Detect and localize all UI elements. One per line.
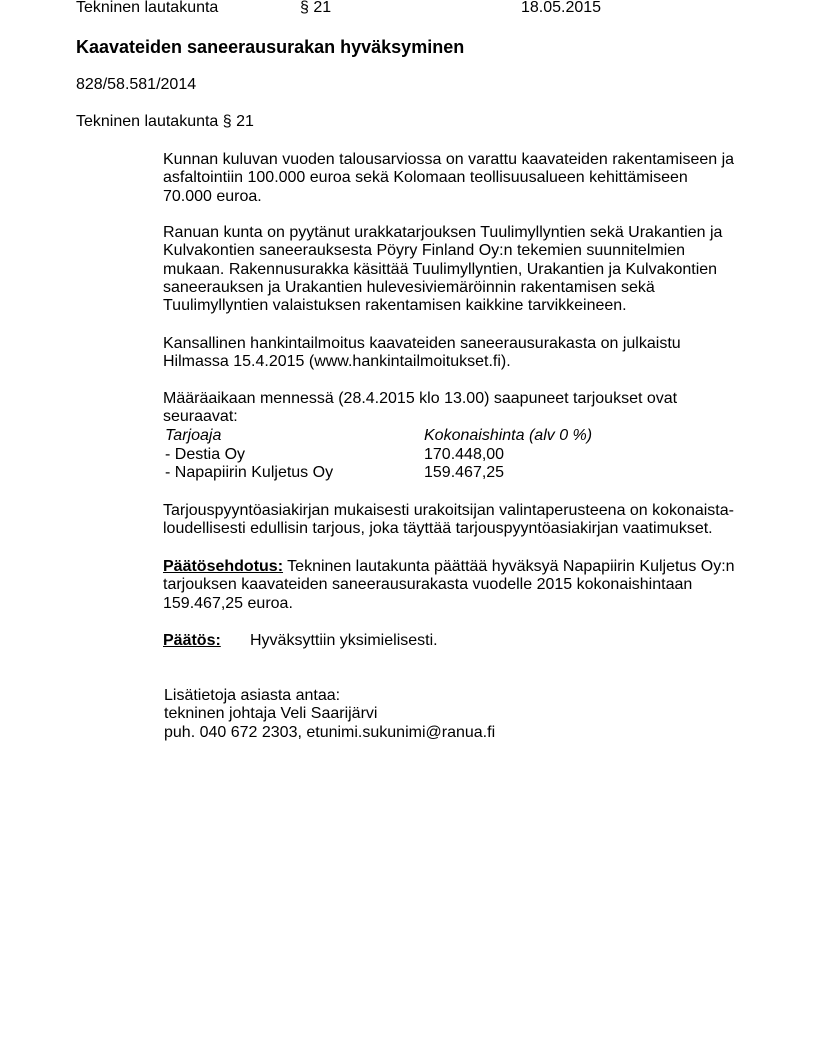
contact-info xyxy=(164,687,495,742)
text-line: seuraavat: xyxy=(163,408,238,426)
text-line: Tarjouspyyntöasiakirjan mukaisesti urakoitsijan valintaperusteena on kokonaista- xyxy=(163,502,734,519)
text-line: puh. 040 672 2303, etunimi.sukunimi@ranua.fi xyxy=(164,723,496,741)
paragraph-tender-request xyxy=(163,224,722,315)
text-line: asfaltointiin 100.000 euroa sekä Kolomaan teollisuusalueen kehittämiseen xyxy=(163,169,688,187)
bid-bidder: - Napapiirin Kuljetus Oy xyxy=(165,464,334,481)
text-line: Hilmassa 15.4.2015 (www.hankintailmoitukset.fi). xyxy=(163,353,511,371)
meeting-reference: Tekninen lautakunta § 21 xyxy=(76,113,254,130)
paragraph-budget xyxy=(163,151,734,206)
paragraph-criteria xyxy=(163,502,734,539)
bid-price: 159.467,25 xyxy=(424,464,505,481)
text-line: saneerauksen ja Urakantien hulevesiviemäröinnin rakentamisen sekä xyxy=(163,278,655,296)
text-line: Kunnan kuluvan vuoden talousarviossa on varattu kaavateiden rakentamiseen ja xyxy=(163,151,735,168)
decision-text: Hyväksyttiin yksimielisesti. xyxy=(250,632,438,649)
page-title: Kaavateiden saneerausurakan hyväksyminen xyxy=(76,37,465,57)
text-line: 70.000 euroa. xyxy=(163,187,262,205)
text-line: Kulvakontien saneerauksesta Pöyry Finland Oy:n tekemien suunnitelmien xyxy=(163,242,686,260)
text-line: Kansallinen hankintailmoitus kaavateiden saneerausurakasta on julkaistu xyxy=(163,335,681,352)
record-number: 828/58.581/2014 xyxy=(76,76,197,93)
header-date: 18.05.2015 xyxy=(521,0,602,16)
bids-header-bidder: Tarjoaja xyxy=(165,427,222,444)
paragraph-received-bids xyxy=(163,390,677,427)
bid-bidder: - Destia Oy xyxy=(165,446,246,463)
text-line: Tekninen lautakunta päättää hyväksyä Napapiirin Kuljetus Oy:n xyxy=(283,558,735,575)
text-line: Määräaikaan mennessä (28.4.2015 klo 13.00) saapuneet tarjoukset ovat xyxy=(163,390,678,407)
text-line: Tuulimyllyntien valaistuksen rakentamisen kaikkine tarvikkeineen. xyxy=(163,297,627,315)
header-section: § 21 xyxy=(300,0,332,16)
text-line: tarjouksen kaavateiden saneerausurakasta vuodelle 2015 kokonaishintaan xyxy=(163,576,693,594)
bids-header-price: Kokonaishinta (alv 0 %) xyxy=(424,427,593,444)
bid-price: 170.448,00 xyxy=(424,446,505,463)
decision-proposal xyxy=(163,558,735,613)
text-line: 159.467,25 euroa. xyxy=(163,594,293,612)
text-line: Ranuan kunta on pyytänut urakkatarjouksen Tuulimyllyntien sekä Urakantien ja xyxy=(163,224,723,241)
header-board: Tekninen lautakunta xyxy=(76,0,219,16)
proposal-label: Päätösehdotus: xyxy=(163,558,284,575)
decision-label: Päätös: xyxy=(163,632,221,649)
text-line: mukaan. Rakennusurakka käsittää Tuulimyllyntien, Urakantien ja Kulvakontien xyxy=(163,260,718,278)
paragraph-announcement xyxy=(163,335,681,372)
text-line: tekninen johtaja Veli Saarijärvi xyxy=(164,705,378,723)
text-line: Lisätietoja asiasta antaa: xyxy=(164,687,341,704)
text-line: loudellisesti edullisin tarjous, joka täyttää tarjouspyyntöasiakirjan vaatimukset. xyxy=(163,520,713,538)
